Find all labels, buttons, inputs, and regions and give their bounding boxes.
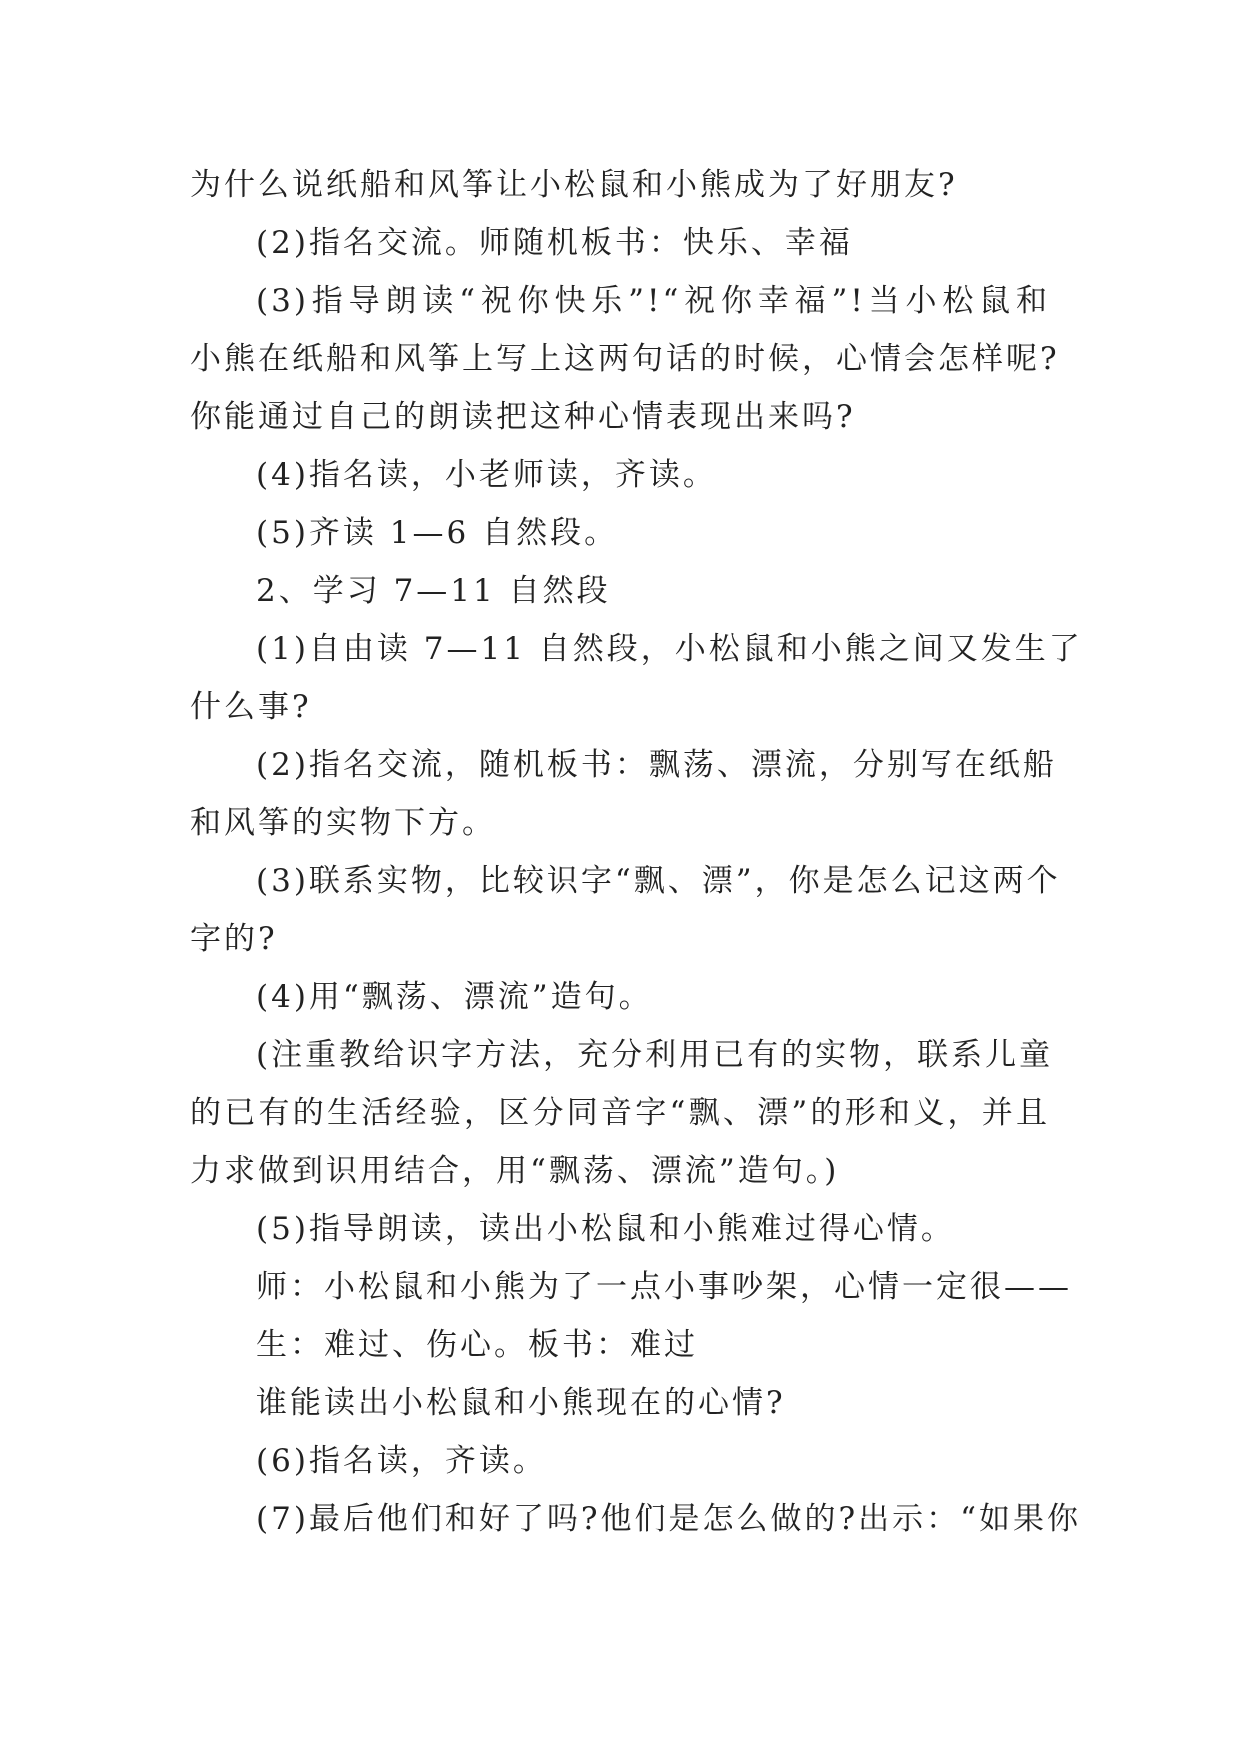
text-line: (5)指导朗读，读出小松鼠和小熊难过得心情。 bbox=[256, 1211, 955, 1247]
text-line: 2、学习 7—11 自然段 bbox=[256, 573, 611, 609]
text-line: 生：难过、伤心。板书：难过 bbox=[256, 1327, 698, 1363]
text-line: (2)指名交流。师随机板书：快乐、幸福 bbox=[256, 225, 853, 261]
text-line: (注重教给识字方法，充分利用已有的实物，联系儿童 bbox=[256, 1037, 1054, 1073]
text-line: (2)指名交流，随机板书：飘荡、漂流，分别写在纸船 bbox=[256, 747, 1057, 783]
text-line: 字的? bbox=[190, 921, 278, 957]
text-line: (5)齐读 1—6 自然段。 bbox=[256, 515, 619, 551]
text-line: 力求做到识用结合，用“飘荡、漂流”造句。) bbox=[190, 1153, 840, 1189]
text-line: 什么事? bbox=[190, 689, 312, 725]
text-line: (3)指导朗读“祝你快乐”!“祝你幸福”!当小松鼠和 bbox=[256, 283, 1050, 319]
text-line: 师：小松鼠和小熊为了一点小事吵架，心情一定很—— bbox=[256, 1269, 1072, 1305]
text-line: (3)联系实物，比较识字“飘、漂”，你是怎么记这两个 bbox=[256, 863, 1061, 899]
text-line: (7)最后他们和好了吗?他们是怎么做的?出示：“如果你 bbox=[256, 1501, 1081, 1537]
text-line: 的已有的生活经验，区分同音字“飘、漂”的形和义，并且 bbox=[190, 1095, 1050, 1131]
text-line: 你能通过自己的朗读把这种心情表现出来吗? bbox=[190, 399, 856, 435]
text-line: (6)指名读，齐读。 bbox=[256, 1443, 547, 1479]
text-line: (4)指名读，小老师读，齐读。 bbox=[256, 457, 717, 493]
text-line: 为什么说纸船和风筝让小松鼠和小熊成为了好朋友? bbox=[190, 167, 958, 203]
text-line: 谁能读出小松鼠和小熊现在的心情? bbox=[256, 1385, 786, 1421]
text-line: (4)用“飘荡、漂流”造句。 bbox=[256, 979, 653, 1015]
text-line: (1)自由读 7—11 自然段，小松鼠和小熊之间又发生了 bbox=[256, 631, 1083, 667]
text-line: 小熊在纸船和风筝上写上这两句话的时候，心情会怎样呢? bbox=[190, 341, 1060, 377]
text-line: 和风筝的实物下方。 bbox=[190, 805, 496, 841]
document-body bbox=[190, 156, 1083, 1548]
